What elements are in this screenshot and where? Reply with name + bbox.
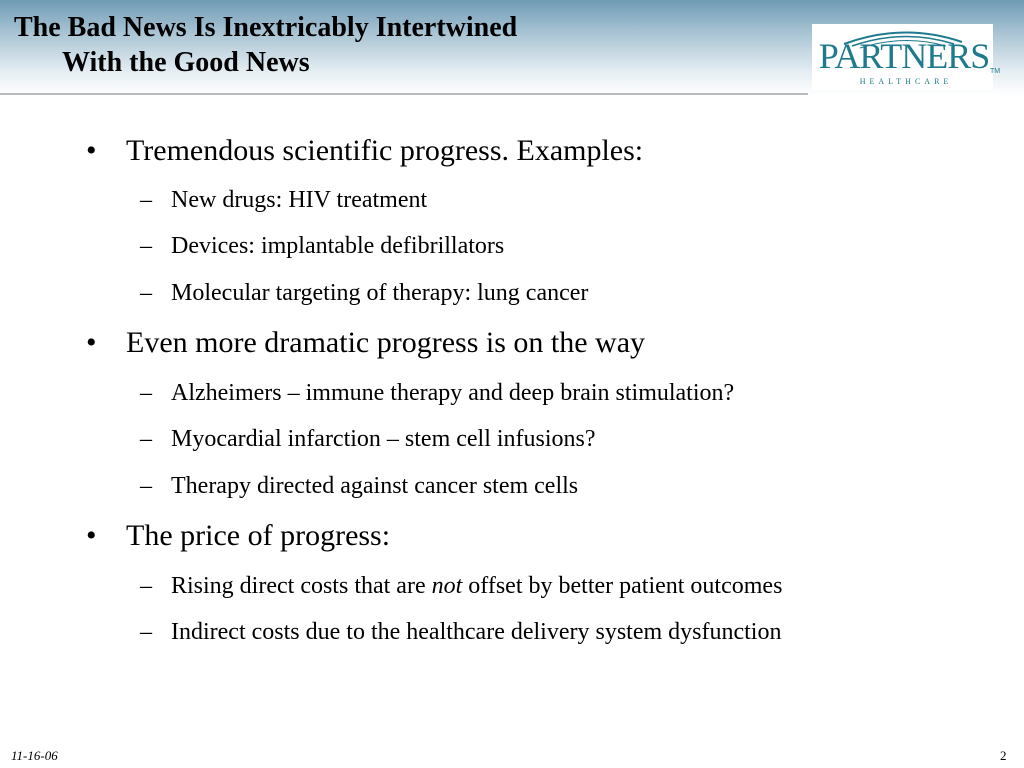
- logo-subtitle: HEALTHCARE: [859, 77, 953, 86]
- bullet-item: [86, 519, 390, 553]
- sub-bullet-item: [140, 426, 596, 453]
- logo-wordmark: PARTNERS: [818, 36, 990, 76]
- sub-bullet-text: Myocardial infarction – stem cell infusions?: [171, 426, 596, 452]
- dash-marker: –: [140, 473, 152, 499]
- bullet-text: The price of progress:: [126, 519, 391, 552]
- dash-marker: –: [140, 233, 152, 259]
- sub-bullet-text: Therapy directed against cancer stem cells: [171, 473, 579, 499]
- sub-bullet-item: [140, 233, 504, 260]
- sub-bullet-item: [140, 619, 781, 646]
- sub-bullet-item: [140, 473, 578, 500]
- sub-bullet-item: [140, 573, 782, 600]
- footer-date: 11-16-06: [11, 748, 58, 763]
- bullet-text: Tremendous scientific progress. Examples:: [126, 134, 644, 167]
- sub-bullet-item: [140, 380, 734, 407]
- dash-marker: –: [140, 187, 152, 213]
- sub-bullet-text: New drugs: HIV treatment: [171, 187, 428, 213]
- sub-bullet-text-after: offset by better patient outcomes: [462, 573, 783, 599]
- sub-bullet-item: [140, 187, 427, 214]
- bullet-marker: •: [86, 326, 97, 359]
- sub-bullet-text: Molecular targeting of therapy: lung cancer: [171, 280, 589, 306]
- sub-bullet-emphasis: not: [431, 573, 463, 599]
- sub-bullet-text: Devices: implantable defibrillators: [171, 233, 505, 259]
- logo-trademark: TM: [990, 68, 1001, 75]
- slide-title-line-1: The Bad News Is Inextricably Intertwined: [14, 12, 518, 43]
- bullet-marker: •: [86, 134, 97, 167]
- bullet-item: [86, 326, 645, 360]
- dash-marker: –: [140, 280, 152, 306]
- header-divider: [0, 93, 808, 95]
- partners-healthcare-logo: [812, 24, 1001, 90]
- sub-bullet-text: Alzheimers – immune therapy and deep brain stimulation?: [171, 380, 735, 406]
- page-number: 2: [1000, 748, 1007, 763]
- bullet-item: [86, 134, 643, 168]
- dash-marker: –: [140, 573, 152, 599]
- bullet-marker: •: [86, 519, 97, 552]
- dash-marker: –: [140, 619, 152, 645]
- sub-bullet-text-before: Rising direct costs that are: [171, 573, 432, 599]
- sub-bullet-text: Indirect costs due to the healthcare delivery system dysfunction: [171, 619, 782, 645]
- dash-marker: –: [140, 380, 152, 406]
- slide-title-line-2: With the Good News: [62, 47, 310, 78]
- sub-bullet-item: [140, 280, 588, 307]
- bullet-text: Even more dramatic progress is on the way: [126, 326, 646, 359]
- slide-title: [14, 10, 517, 80]
- dash-marker: –: [140, 426, 152, 452]
